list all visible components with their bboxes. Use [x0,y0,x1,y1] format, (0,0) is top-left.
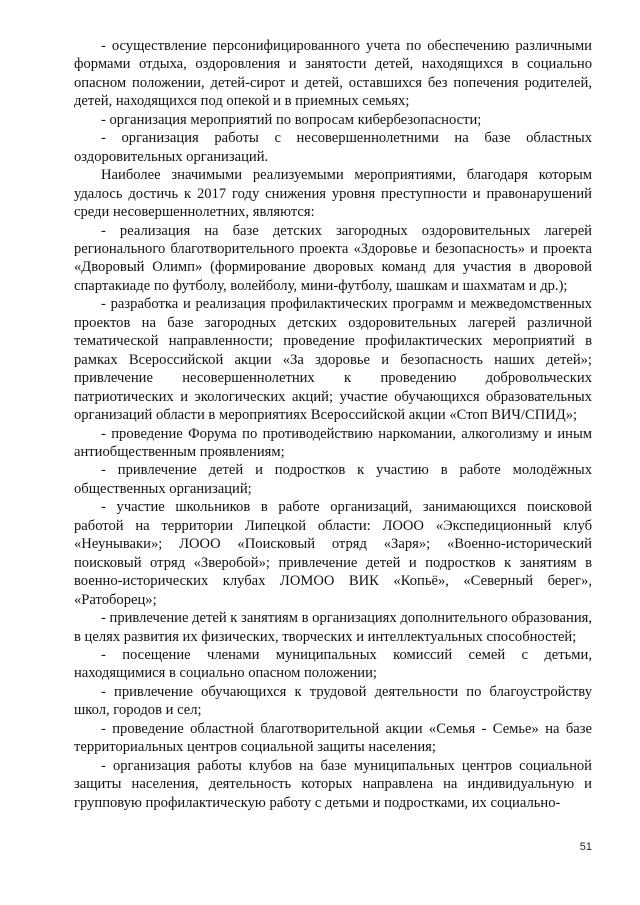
paragraph-camp-projects: - реализация на базе детских загородных оздоровительных лагерей регионального благотворительного проекта «Здоровье и безопасность» и проекта «Дворовый Олимп» (формирование дворовых команд для участия в дворовой спартакиаде по футболу, волейболу, мини-футболу, шашкам и шахматам и др.); [74,222,592,294]
paragraph-charity-action: - проведение областной благотворительной акции «Семья - Семье» на базе территориальных центров социальной защиты населения; [74,720,592,756]
paragraph-forum: - проведение Форума по противодействию наркомании, алкоголизму и иным антиобщественным проявлениям; [74,425,592,460]
paragraph-family-visits: - посещение членами муниципальных комиссий семей с детьми, находящимися в социально опасном положении; [74,646,592,682]
paragraph-personified-accounting: - осуществление персонифицированного учета по обеспечению различными формами отдыха, оздоровления и занятости детей, находящихся в социально опасном положении, детей-сирот и детей, оставшихся без попечения родителей, детей, находящихся под опекой и в приемных семьях; [74,38,592,110]
paragraph-social-clubs: - организация работы клубов на базе муниципальных центров социальной защиты населения, деятельность которых направлена на индивидуальную и групповую профилактическую работу с детьми и подростками, их социально- [74,757,592,811]
paragraph-prevention-programs: - разработка и реализация профилактических программ и межведомственных проектов на базе загородных детских оздоровительных лагерей различной тематической направленности; проведение профилактических мероприятий в рамках Всероссийской акции «За здоровье и безопасность наших детей»; привлечение несовершеннолетних к проведению добровольческих патриотических и экологических акций; участие обучающихся образовательных организаций области в мероприятиях Всероссийской акции «Стоп ВИЧ/СПИД»; [74,296,592,424]
paragraph-labor-activity: - привлечение обучающихся к трудовой деятельности по благоустройству школ, городов и сел; [74,683,592,719]
paragraph-cybersecurity: - организация мероприятий по вопросам кибербезопасности; [101,111,482,128]
paragraph-additional-education: - привлечение детей к занятиям в организациях дополнительного образования, в целях развития их физических, творческих и интеллектуальных способностей; [74,610,592,645]
paragraph-regional-organizations: - организация работы с несовершеннолетними на базе областных оздоровительных организаций. [74,130,592,165]
document-page-body [74,37,592,812]
paragraph-youth-organizations: - привлечение детей и подростков к участию в работе молодёжных общественных организаций; [74,462,592,497]
page-number: 51 [579,841,592,853]
paragraph-significant-measures: Наиболее значимыми реализуемыми мероприятиями, благодаря которым удалось достичь к 2017 году снижения уровня преступности и правонарушений среди несовершеннолетних, являются: [74,167,592,221]
paragraph-search-organizations: - участие школьников в работе организаций, занимающихся поисковой работой на территории Липецкой области: ЛООО «Экспедиционный клуб «Неунываки»; ЛООО «Поисковый отряд «Заря»; «Военно-исторический поисковый отряд «Зверобой»; привлечение детей и подростков к занятиям в военно-исторических клубах ЛОМОО ВИК «Копьё», «Северный берег», «Ратоборец»; [74,499,592,608]
